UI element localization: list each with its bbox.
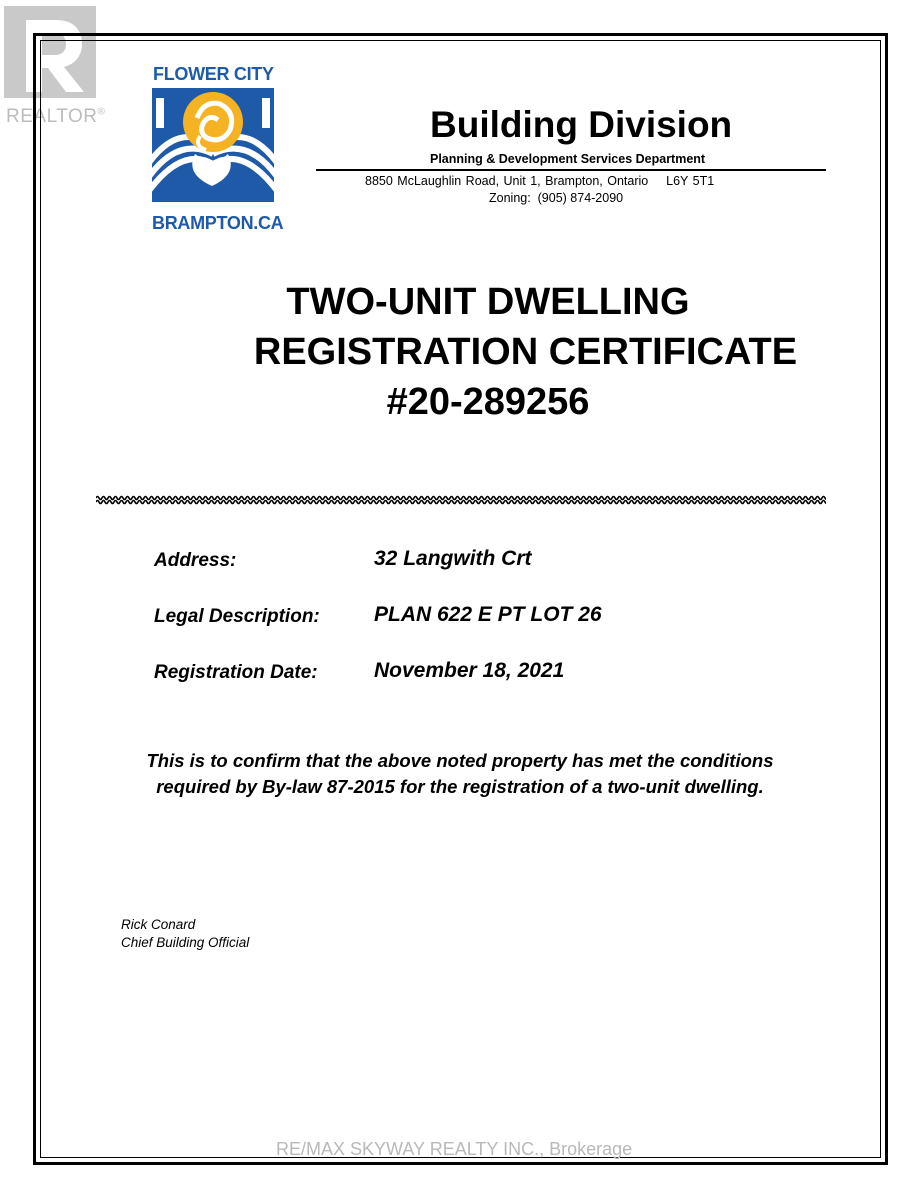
certificate-title-line1: TWO-UNIT DWELLING xyxy=(286,281,690,323)
department-name: Planning & Development Services Department xyxy=(430,152,706,166)
brokerage-watermark: RE/MAX SKYWAY REALTY INC., Brokerage xyxy=(276,1139,633,1159)
field-registration-date-label: Registration Date: xyxy=(154,662,318,683)
certificate-title-line2: REGISTRATION CERTIFICATE xyxy=(253,331,798,373)
signatory-title: Chief Building Official xyxy=(121,935,250,950)
confirmation-statement xyxy=(80,748,840,800)
certificate-border-inner xyxy=(40,40,881,1158)
signatory-name: Rick Conard xyxy=(121,917,196,932)
certificate-number: #20-289256 xyxy=(386,381,590,423)
logo-brampton-text: BRAMPTON.CA xyxy=(152,213,284,233)
logo-flower-city-text: FLOWER CITY xyxy=(153,64,274,84)
brampton-flower-icon xyxy=(152,88,274,202)
field-legal-description-value: PLAN 622 E PT LOT 26 xyxy=(374,603,602,626)
certificate-title xyxy=(100,277,876,427)
wavy-divider xyxy=(96,494,826,506)
zoning-phone: Zoning: (905) 874-2090 xyxy=(489,191,624,205)
header-divider xyxy=(316,169,826,171)
division-title: Building Division xyxy=(430,104,733,145)
confirmation-line2: required by By-law 87-2015 for the registration of a two-unit dwelling. xyxy=(156,776,764,797)
field-address-label: Address: xyxy=(154,550,237,571)
field-legal-description-label: Legal Description: xyxy=(154,606,320,627)
division-address: 8850 McLaughlin Road, Unit 1, Brampton, Ontario L6Y 5T1 xyxy=(365,174,715,188)
realtor-label: REALTOR® xyxy=(6,106,106,127)
confirmation-line1: This is to confirm that the above noted property has met the conditions xyxy=(146,750,774,771)
field-registration-date-value: November 18, 2021 xyxy=(374,659,565,682)
field-address-value: 32 Langwith Crt xyxy=(374,547,532,570)
